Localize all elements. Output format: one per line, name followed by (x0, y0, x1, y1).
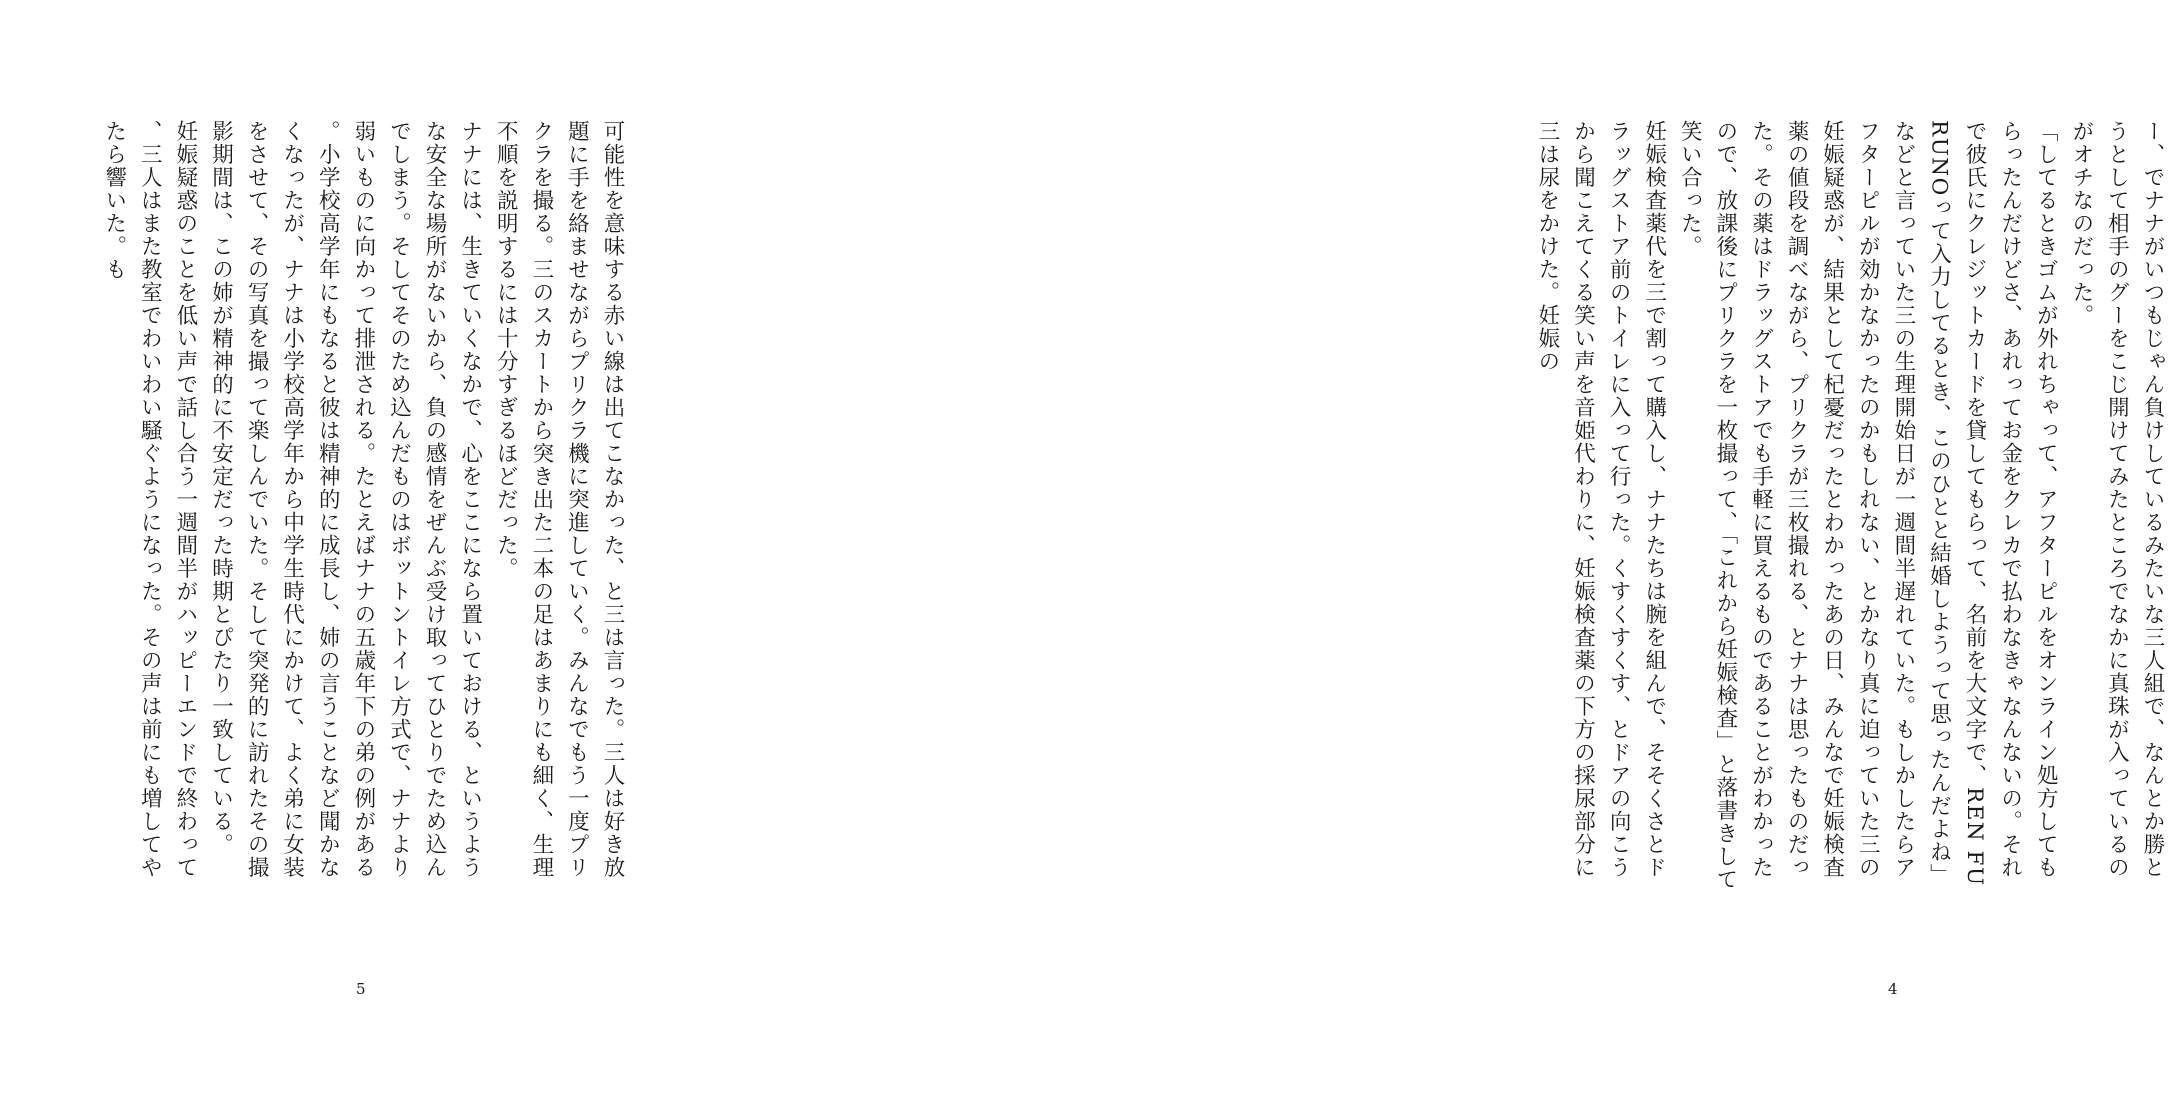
left-paragraph-1: 可能性を意味する赤い線は出てこなかった、と三は言った。三人は好き放題に手を絡ませながらプリクラ機に突進していく。みんなでもう一度プリクラを撮る。三のスカートから突き出た二本の足はあまりにも細く、生理不順を説明するには十分すぎるほどだった。 (493, 120, 625, 879)
left-paragraph-3: 妊娠疑惑のことを低い声で話し合う一週間半がハッピーエンドで終わって、三人はまた教室でわいわい騒ぐようになった。その声は前にも増してやたら響いた。も (101, 120, 198, 879)
left-page-number: 5 (356, 980, 366, 998)
right-page-body-text (750, 120, 2170, 900)
right-paragraph-2: 「してるときゴムが外れちゃって、アフターピルをオンライン処方してもらったんだけどさ、あれってお金をクレカで払わなきゃなんないの。それで彼氏にクレジットカードを貸してもらって、名前を大文字で、REN FURUNOって入力してるとき、このひとと結婚しようって思ったんだよね」などと言っていた三の生理開始日が一週間半遅れていた。もしかしたらアフターピルが効かなかったのかもしれない、とかなり真に迫っていた三の妊娠疑惑が、結果として杞憂だったとわかったあの日、みんなで妊娠検査薬の値段を調べながら、プリクラが三枚撮れる、とナナは思ったものだった。その薬はドラッグストアでも手軽に買えるものであることがわかったので、放課後にプリクラを一枚撮って、「これから妊娠検査」と落書きして笑い合った。 (1677, 120, 2059, 892)
right-page-number: 4 (1888, 980, 1898, 998)
right-paragraph-1: ー、でナナがいつもじゃん負けしているみたいな三人組で、なんとか勝とうとして相手のグーをこじ開けてみたところでなかに真珠が入っているのがオチなのだった。 (2068, 120, 2165, 879)
right-paragraph-3: 妊娠検査薬代を三で割って購入し、ナナたちは腕を組んで、そそくさとドラッグストア前のトイレに入って行った。くすくすくす、とドアの向こうから聞こえてくる笑い声を音姫代わりに、妊娠検査薬の下方の採尿部分に三は尿をかけた。妊娠の (1534, 120, 1667, 879)
left-page-body-text (0, 120, 630, 900)
page-left (0, 0, 750, 1102)
page-right (750, 0, 2165, 1102)
left-paragraph-2: ナナには、生きていくなかで、心をここになら置いておける、というような安全な場所がないから、負の感情をぜんぶ受け取ってひとりでため込んでしまう。そしてそのため込んだものはボットントイレ方式で、ナナより弱いものに向かって排泄される。たとえばナナの五歳年下の弟の例がある。小学校高学年にもなると彼は精神的に成長し、姉の言うことなど聞かなくなったが、ナナは小学校高学年から中学生時代にかけて、よく弟に女装をさせて、その写真を撮って楽しんでいた。そして突発的に訪れたその撮影期間は、この姉が精神的に不安定だった時期とぴたり一致している。 (208, 120, 483, 879)
